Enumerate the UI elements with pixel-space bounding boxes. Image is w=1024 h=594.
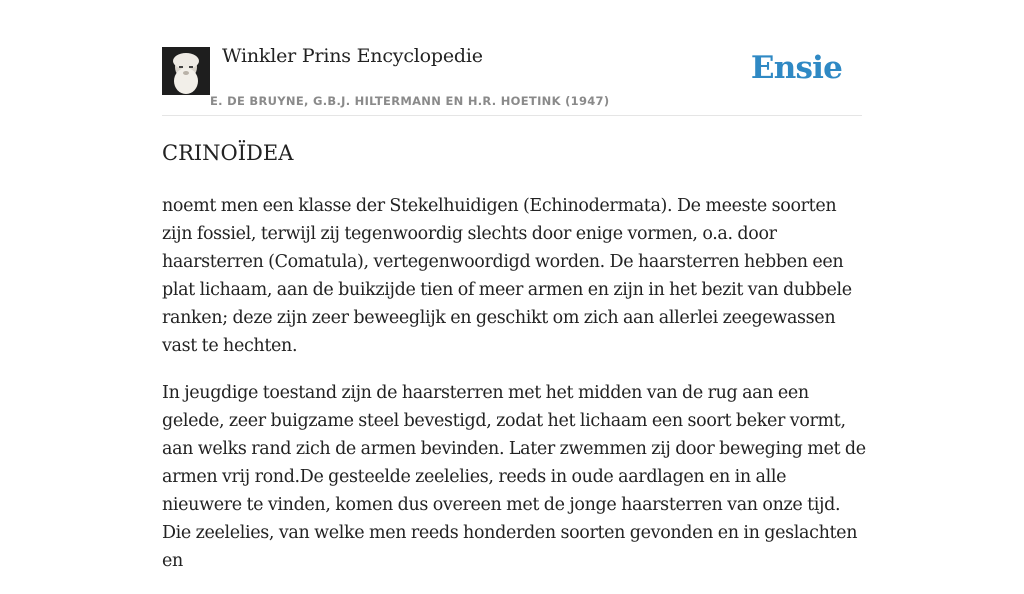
article-paragraph: noemt men een klasse der Stekelhuidigen (Echinodermata). De meeste soorten zijn fossiel, terwijl zij tegenwoordig slechts door enige vormen, o.a. door haarsterren (Comatula), vertegenwoordigd worden. De haarsterren hebben een plat lichaam, aan de buikzijde tien of meer armen en zijn in het bezit van dubbele ranken; deze zijn zeer beweeglijk en geschikt om zich aan allerlei zeegewassen vast te hechten. <box>162 196 852 356</box>
article-paragraph: In jeugdige toestand zijn de haarsterren met het midden van de rug aan een gelede, zeer buigzame steel bevestigd, zodat het lichaam een soort beker vormt, aan welks rand zich de armen bevinden. Later zwemmen zij door beweging met de armen vrij rond.De gesteelde zeelelies, reeds in oude aardlagen en in alle nieuwere te vinden, komen dus overeen met de jonge haarsterren van onze tijd. Die zeelelies, van welke men reeds honderden soorten gevonden en in geslachten en <box>162 383 866 571</box>
author-avatar <box>162 47 210 95</box>
article-body <box>162 192 866 594</box>
source-title[interactable]: Winkler Prins Encyclopedie <box>222 45 483 67</box>
author-portrait-icon <box>162 47 210 95</box>
article-title: CRINOÏDEA <box>162 141 294 165</box>
source-authors: E. DE BRUYNE, G.B.J. HILTERMANN EN H.R. HOETINK (1947) <box>210 94 610 108</box>
brand-logo[interactable]: Ensie <box>750 50 842 86</box>
source-header <box>162 0 862 116</box>
